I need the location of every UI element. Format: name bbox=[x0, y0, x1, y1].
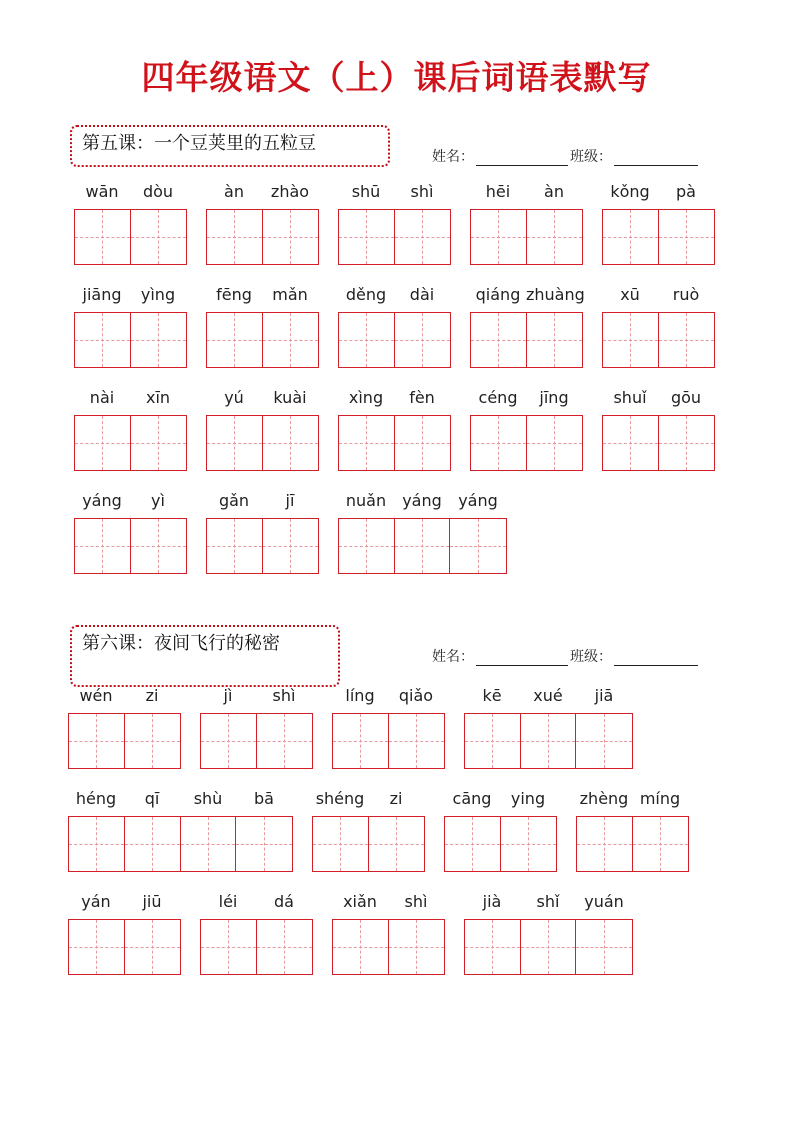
tianzige-cells bbox=[444, 816, 557, 872]
writing-cell[interactable] bbox=[501, 817, 557, 871]
writing-cell[interactable] bbox=[339, 416, 395, 470]
pinyin-label: àn bbox=[544, 182, 564, 201]
writing-cell[interactable] bbox=[339, 519, 395, 573]
tianzige-cells bbox=[74, 209, 187, 265]
tianzige-cells bbox=[602, 415, 715, 471]
writing-cell[interactable] bbox=[75, 416, 131, 470]
writing-cell[interactable] bbox=[201, 920, 257, 974]
pinyin-label: xiǎn bbox=[343, 892, 377, 911]
pinyin-label: shǐ bbox=[536, 892, 560, 911]
pinyin-label: shì bbox=[410, 182, 434, 201]
writing-cell[interactable] bbox=[207, 416, 263, 470]
writing-cell[interactable] bbox=[131, 416, 187, 470]
pinyin-label: pà bbox=[676, 182, 696, 201]
pinyin-label: kē bbox=[482, 686, 502, 705]
pinyin-label: qī bbox=[144, 789, 160, 808]
tianzige-cells bbox=[200, 919, 313, 975]
class-label: 班级： bbox=[570, 149, 612, 165]
pinyin-label: zi bbox=[145, 686, 159, 705]
writing-cell[interactable] bbox=[125, 920, 181, 974]
pinyin-label: xīn bbox=[145, 388, 171, 407]
writing-cell[interactable] bbox=[465, 920, 521, 974]
writing-cell[interactable] bbox=[263, 519, 319, 573]
lesson-heading-5: 第五课：一个豆荚里的五粒豆 bbox=[70, 125, 390, 167]
pinyin-label: yáng bbox=[82, 491, 122, 510]
tianzige-cells bbox=[68, 816, 293, 872]
writing-cell[interactable] bbox=[333, 714, 389, 768]
pinyin-label: jī bbox=[285, 491, 295, 510]
pinyin-label: jiāng bbox=[82, 285, 122, 304]
writing-cell[interactable] bbox=[659, 416, 715, 470]
pinyin-label: kuài bbox=[273, 388, 307, 407]
pinyin-label: léi bbox=[218, 892, 238, 911]
name-class-field-2 bbox=[432, 646, 700, 666]
pinyin-label: héng bbox=[75, 789, 117, 808]
class-blank[interactable] bbox=[614, 149, 698, 166]
tianzige-cells bbox=[74, 415, 187, 471]
tianzige-cells bbox=[602, 209, 715, 265]
tianzige-cells bbox=[68, 919, 181, 975]
tianzige-cells bbox=[74, 312, 187, 368]
writing-cell[interactable] bbox=[339, 210, 395, 264]
writing-cell[interactable] bbox=[450, 519, 506, 573]
name-class-field-1 bbox=[432, 146, 700, 166]
tianzige-cells bbox=[338, 415, 451, 471]
writing-cell[interactable] bbox=[257, 920, 313, 974]
tianzige-cells bbox=[200, 713, 313, 769]
writing-cell[interactable] bbox=[69, 817, 125, 871]
pinyin-label: jì bbox=[223, 686, 233, 705]
writing-cell[interactable] bbox=[263, 416, 319, 470]
page-title: 四年级语文（上）课后词语表默写 bbox=[141, 58, 652, 97]
pinyin-label: bā bbox=[254, 789, 274, 808]
name-blank[interactable] bbox=[476, 649, 568, 666]
writing-cell[interactable] bbox=[576, 920, 632, 974]
writing-cell[interactable] bbox=[313, 817, 369, 871]
name-label: 姓名： bbox=[432, 649, 474, 665]
pinyin-label: shù bbox=[193, 789, 223, 808]
tianzige-cells bbox=[206, 518, 319, 574]
pinyin-label: shéng bbox=[315, 789, 365, 808]
pinyin-label: hēi bbox=[485, 182, 511, 201]
pinyin-label: shuǐ bbox=[613, 388, 647, 407]
writing-cell[interactable] bbox=[576, 714, 632, 768]
writing-cell[interactable] bbox=[395, 210, 451, 264]
tianzige-cells bbox=[332, 713, 445, 769]
writing-cell[interactable] bbox=[659, 210, 715, 264]
pinyin-label: yáng bbox=[458, 491, 498, 510]
writing-cell[interactable] bbox=[521, 920, 577, 974]
writing-cell[interactable] bbox=[471, 416, 527, 470]
class-label: 班级： bbox=[570, 649, 612, 665]
writing-cell[interactable] bbox=[69, 714, 125, 768]
writing-cell[interactable] bbox=[339, 313, 395, 367]
pinyin-label: zhào bbox=[270, 182, 310, 201]
writing-cell[interactable] bbox=[69, 920, 125, 974]
pinyin-label: cāng bbox=[452, 789, 492, 808]
pinyin-label: yì bbox=[151, 491, 165, 510]
writing-cell[interactable] bbox=[633, 817, 689, 871]
writing-cell[interactable] bbox=[201, 714, 257, 768]
tianzige-cells bbox=[602, 312, 715, 368]
pinyin-label: dài bbox=[409, 285, 435, 304]
pinyin-label: shì bbox=[272, 686, 296, 705]
writing-cell[interactable] bbox=[207, 210, 263, 264]
writing-cell[interactable] bbox=[181, 817, 237, 871]
pinyin-label: céng bbox=[478, 388, 518, 407]
tianzige-cells bbox=[576, 816, 689, 872]
writing-cell[interactable] bbox=[659, 313, 715, 367]
tianzige-cells bbox=[464, 919, 633, 975]
pinyin-label: shū bbox=[351, 182, 381, 201]
pinyin-label: nài bbox=[89, 388, 115, 407]
writing-cell[interactable] bbox=[125, 714, 181, 768]
writing-cell[interactable] bbox=[603, 313, 659, 367]
writing-cell[interactable] bbox=[207, 519, 263, 573]
writing-cell[interactable] bbox=[75, 210, 131, 264]
pinyin-label: dòu bbox=[142, 182, 174, 201]
writing-cell[interactable] bbox=[75, 313, 131, 367]
writing-cell[interactable] bbox=[369, 817, 425, 871]
tianzige-cells bbox=[206, 415, 319, 471]
writing-cell[interactable] bbox=[527, 416, 583, 470]
pinyin-label: shì bbox=[404, 892, 428, 911]
pinyin-label: líng bbox=[345, 686, 375, 705]
pinyin-label: wén bbox=[79, 686, 113, 705]
pinyin-label: yáng bbox=[402, 491, 442, 510]
class-blank[interactable] bbox=[614, 649, 698, 666]
writing-cell[interactable] bbox=[465, 714, 521, 768]
pinyin-label: gǎn bbox=[218, 491, 250, 510]
tianzige-cells bbox=[338, 518, 507, 574]
pinyin-label: děng bbox=[345, 285, 387, 304]
writing-cell[interactable] bbox=[389, 714, 445, 768]
tianzige-cells bbox=[470, 312, 583, 368]
tianzige-cells bbox=[470, 209, 583, 265]
writing-cell[interactable] bbox=[527, 210, 583, 264]
pinyin-label: wān bbox=[85, 182, 119, 201]
pinyin-label: mǎn bbox=[272, 285, 308, 304]
writing-cell[interactable] bbox=[263, 313, 319, 367]
pinyin-label: yuán bbox=[584, 892, 624, 911]
tianzige-cells bbox=[206, 312, 319, 368]
writing-cell[interactable] bbox=[577, 817, 633, 871]
writing-cell[interactable] bbox=[395, 416, 451, 470]
writing-cell[interactable] bbox=[527, 313, 583, 367]
writing-cell[interactable] bbox=[395, 313, 451, 367]
pinyin-label: gōu bbox=[670, 388, 702, 407]
writing-cell[interactable] bbox=[389, 920, 445, 974]
pinyin-label: nuǎn bbox=[345, 491, 387, 510]
pinyin-label: yú bbox=[224, 388, 244, 407]
writing-cell[interactable] bbox=[263, 210, 319, 264]
pinyin-label: jīng bbox=[539, 388, 569, 407]
tianzige-cells bbox=[332, 919, 445, 975]
pinyin-label: qiáng bbox=[475, 285, 521, 304]
writing-cell[interactable] bbox=[521, 714, 577, 768]
pinyin-label: jiā bbox=[594, 686, 614, 705]
pinyin-label: míng bbox=[639, 789, 681, 808]
pinyin-label: fèn bbox=[409, 388, 435, 407]
writing-cell[interactable] bbox=[395, 519, 451, 573]
pinyin-label: kǒng bbox=[610, 182, 650, 201]
pinyin-label: xìng bbox=[348, 388, 384, 407]
writing-cell[interactable] bbox=[471, 313, 527, 367]
tianzige-cells bbox=[464, 713, 633, 769]
writing-cell[interactable] bbox=[333, 920, 389, 974]
writing-cell[interactable] bbox=[471, 210, 527, 264]
writing-cell[interactable] bbox=[603, 210, 659, 264]
writing-cell[interactable] bbox=[131, 313, 187, 367]
tianzige-cells bbox=[338, 312, 451, 368]
tianzige-cells bbox=[206, 209, 319, 265]
writing-cell[interactable] bbox=[131, 519, 187, 573]
name-label: 姓名： bbox=[432, 149, 474, 165]
pinyin-label: àn bbox=[224, 182, 244, 201]
tianzige-cells bbox=[74, 518, 187, 574]
writing-cell[interactable] bbox=[207, 313, 263, 367]
pinyin-label: zhèng bbox=[579, 789, 629, 808]
writing-cell[interactable] bbox=[131, 210, 187, 264]
writing-cell[interactable] bbox=[603, 416, 659, 470]
tianzige-cells bbox=[338, 209, 451, 265]
name-blank[interactable] bbox=[476, 149, 568, 166]
writing-cell[interactable] bbox=[257, 714, 313, 768]
pinyin-label: fēng bbox=[216, 285, 252, 304]
tianzige-cells bbox=[312, 816, 425, 872]
pinyin-label: xué bbox=[533, 686, 563, 705]
writing-cell[interactable] bbox=[125, 817, 181, 871]
pinyin-label: qiǎo bbox=[398, 686, 434, 705]
writing-cell[interactable] bbox=[445, 817, 501, 871]
pinyin-label: jiū bbox=[142, 892, 162, 911]
pinyin-label: ying bbox=[510, 789, 546, 808]
pinyin-label: zi bbox=[389, 789, 403, 808]
pinyin-label: xū bbox=[620, 285, 640, 304]
pinyin-label: jià bbox=[482, 892, 502, 911]
lesson-heading-6: 第六课：夜间飞行的秘密 bbox=[70, 625, 340, 687]
tianzige-cells bbox=[470, 415, 583, 471]
tianzige-cells bbox=[68, 713, 181, 769]
writing-cell[interactable] bbox=[75, 519, 131, 573]
pinyin-label: ruò bbox=[672, 285, 700, 304]
pinyin-label: zhuàng bbox=[526, 285, 585, 304]
writing-cell[interactable] bbox=[236, 817, 292, 871]
pinyin-label: dá bbox=[274, 892, 294, 911]
pinyin-label: yán bbox=[81, 892, 111, 911]
pinyin-label: yìng bbox=[140, 285, 176, 304]
